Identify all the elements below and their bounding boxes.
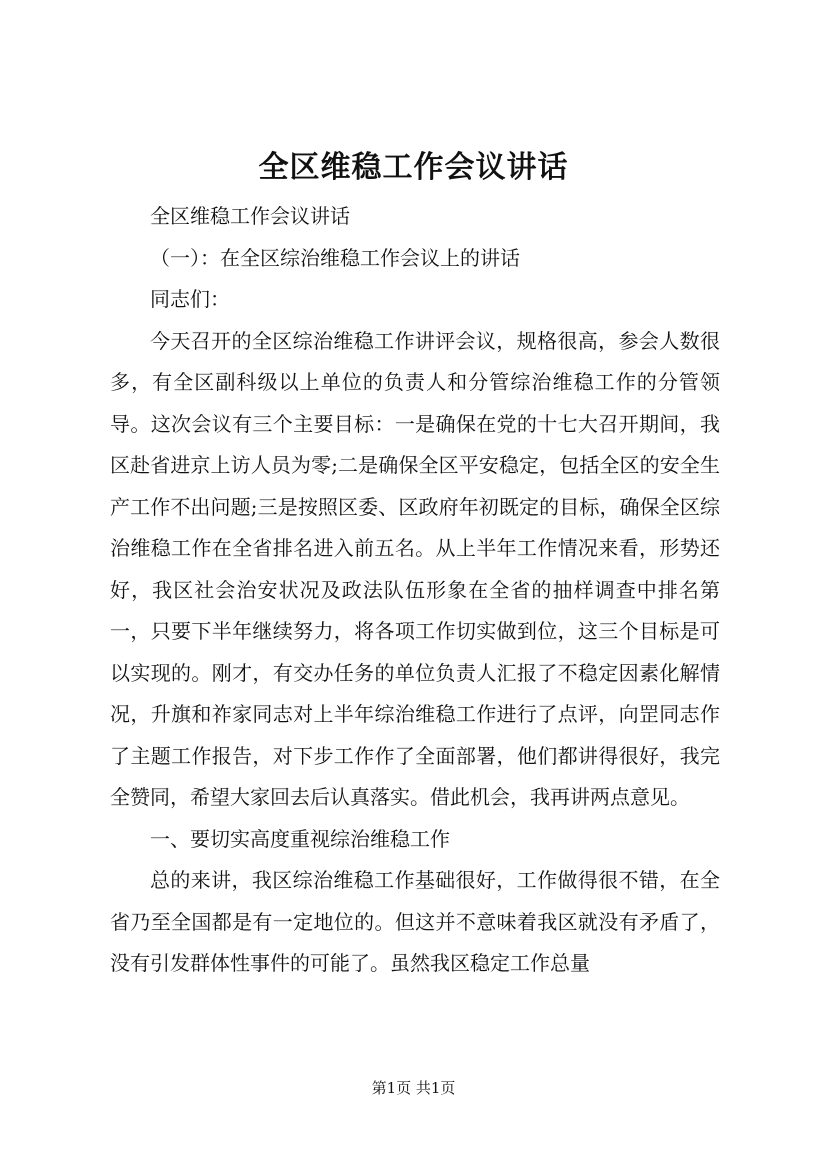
document-body — [110, 196, 720, 985]
paragraph-salutation: 同志们： — [150, 287, 230, 311]
document-title: 全区维稳工作会议讲话 — [258, 150, 569, 185]
paragraph-body: 总的来讲，我区综治维稳工作基础很好，工作做得很不错，在全省乃至全国都是有一定地位的。但这并不意味着我区就没有矛盾了，没有引发群体性事件的可能了。虽然我区稳定工作总量 — [110, 868, 720, 975]
paragraph-intro: 今天召开的全区综治维稳工作讲评会议，规格很高，参会人数很多，有全区副科级以上单位的负责人和分管综治维稳工作的分管领导。这次会议有三个主要目标：一是确保在党的十七大召开期间，我区赴省进京上访人员为零;二是确保全区平安稳定，包括全区的安全生产工作不出问题;三是按照区委、区政府年初既定的目标，确保全区综治维稳工作在全省排名进入前五名。从上半年工作情况来看，形势还好，我区社会治安状况及政法队伍形象在全省的抽样调查中排名第一，只要下半年继续努力，将各项工作切实做到位，这三个目标是可以实现的。刚才，有交办任务的单位负责人汇报了不稳定因素化解情况，升旗和祚家同志对上半年综治维稳工作进行了点评，向罡同志作了主题工作报告，对下步工作作了全面部署，他们都讲得很好，我完全赞同，希望大家回去后认真落实。借此机会，我再讲两点意见。 — [110, 328, 720, 809]
page-footer: 第1页 共1页 — [371, 1079, 456, 1097]
paragraph-section-heading: （一）：在全区综治维稳工作会议上的讲话 — [150, 245, 520, 270]
paragraph-heading-one: 一、要切实高度重视综治维稳工作 — [150, 826, 450, 851]
paragraph-subtitle: 全区维稳工作会议讲话 — [150, 204, 350, 228]
